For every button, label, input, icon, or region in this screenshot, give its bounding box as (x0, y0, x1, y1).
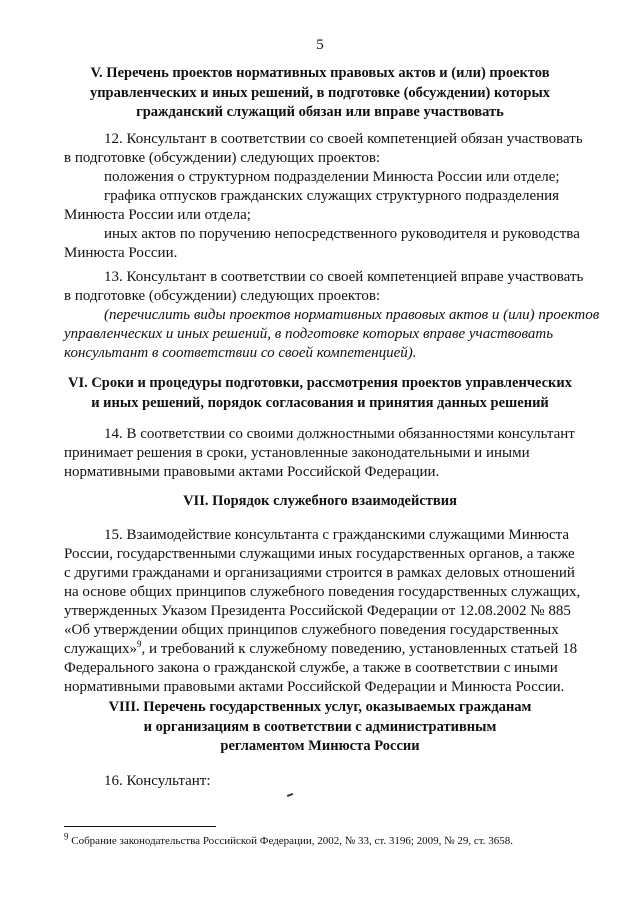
paragraph-16 (64, 772, 608, 791)
text-line: графика отпусков гражданских служащих структурного подразделения (104, 188, 560, 204)
text-line: нормативными правовыми актами Российской Федерации и Минюста России. (64, 679, 565, 695)
footnote (64, 831, 624, 848)
footnote-text: Собрание законодательства Российской Федерации, 2002, № 33, ст. 3196; 2009, № 29, ст. 3658. (68, 835, 513, 847)
scan-speck (287, 793, 293, 797)
section-v-heading (60, 64, 580, 123)
heading-line: управленческих и иных решений, в подготовке (обсуждении) которых (89, 84, 551, 101)
text-line: 14. В соответствии со своими должностными обязанностями консультант (104, 426, 575, 442)
text-line: иных актов по поручению непосредственного руководителя и руководства (104, 226, 580, 242)
footnote-divider (64, 826, 216, 827)
text-line: нормативными правовыми актами Российской Федерации. (64, 464, 440, 480)
heading-line: и организациям в соответствии с административным (143, 718, 497, 735)
text-line: положения о структурном подразделении Минюста России или отделе; (104, 169, 560, 185)
heading-line: VI. Сроки и процедуры подготовки, рассмотрения проектов управленческих (67, 375, 573, 391)
text-line: управленческих и иных решений, в подготовке которых вправе участвовать (64, 326, 554, 342)
section-vi-heading (60, 374, 580, 413)
text-line: с другими гражданами и организациями строится в рамках деловых отношений (64, 565, 575, 581)
heading-line: VII. Порядок служебного взаимодействия (183, 493, 457, 509)
text-line (64, 640, 608, 659)
section-vii-heading (60, 492, 580, 512)
text-line: 16. Консультант: (104, 773, 211, 789)
text-line: в подготовке (обсуждении) следующих проектов: (64, 150, 381, 166)
paragraph-13 (64, 268, 608, 363)
text-line: (перечислить виды проектов нормативных правовых актов и (или) проектов (104, 307, 600, 323)
text-fragment: служащих» (64, 641, 138, 657)
paragraph-12 (64, 130, 608, 263)
paragraph-14 (64, 425, 608, 482)
text-line: утвержденных Указом Президента Российской Федерации от 12.08.2002 № 885 (64, 603, 571, 619)
heading-line: и иных решений, порядок согласования и принятия данных решений (91, 394, 549, 411)
footnote-mark: 9 (64, 831, 69, 842)
text-line: 13. Консультант в соответствии со своей компетенцией вправе участвовать (104, 269, 584, 285)
text-line: России, государственными служащими иных государственных органов, а также (64, 546, 575, 562)
text-line: в подготовке (обсуждении) следующих проектов: (64, 288, 381, 304)
heading-line: V. Перечень проектов нормативных правовых актов и (или) проектов (90, 65, 550, 81)
heading-line: гражданский служащий обязан или вправе участвовать (136, 104, 504, 120)
text-line: 15. Взаимодействие консультанта с гражданскими служащими Минюста (104, 527, 570, 543)
page-number: 5 (316, 37, 324, 53)
footnote-reference: 9 (137, 639, 142, 649)
text-line: Минюста России или отдела; (64, 207, 251, 223)
text-line: 12. Консультант в соответствии со своей компетенцией обязан участвовать (104, 131, 583, 147)
text-line: на основе общих принципов служебного поведения государственных служащих, (64, 584, 581, 600)
text-line: консультант в соответствии со своей компетенцией). (64, 345, 417, 361)
section-viii-heading (60, 698, 580, 757)
heading-line: VIII. Перечень государственных услуг, оказываемых гражданам (108, 699, 532, 715)
text-line: Минюста России. (64, 245, 178, 261)
text-fragment: , и требований к служебному поведению, установленных статьей 18 (141, 641, 578, 657)
text-line: принимает решения в сроки, установленные законодательными и иными (64, 445, 530, 461)
text-line: «Об утверждении общих принципов служебного поведения государственных (64, 622, 559, 638)
text-line: Федерального закона о гражданской службе, а также в соответствии с иными (64, 660, 558, 676)
heading-line: регламентом Минюста России (220, 738, 420, 754)
paragraph-15 (64, 526, 608, 697)
